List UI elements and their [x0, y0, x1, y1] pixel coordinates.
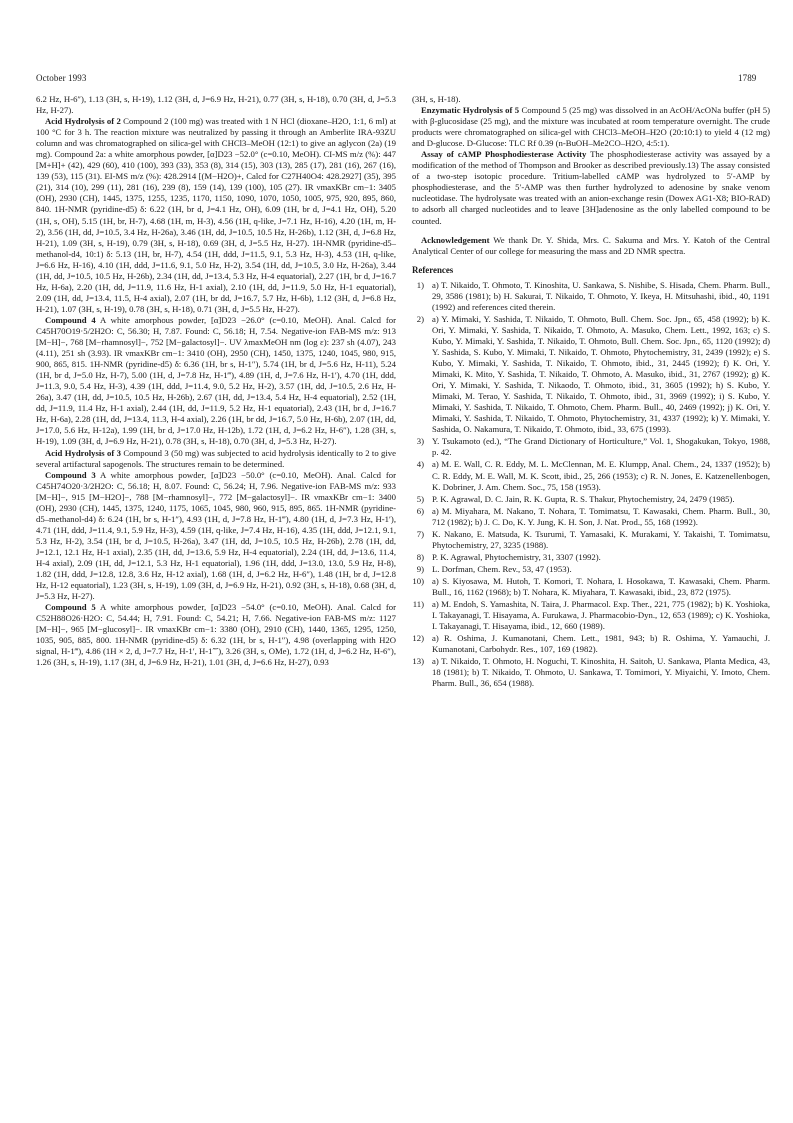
reference-number: 9) — [416, 563, 424, 574]
paragraph-continued-right: (3H, s, H-18). — [412, 94, 461, 104]
reference-number: 8) — [416, 551, 424, 562]
heading-camp-assay: Assay of cAMP Phosphodiesterase Activity — [421, 149, 587, 160]
reference-item — [412, 564, 770, 575]
heading-acknowledgement: Acknowledgement — [421, 234, 490, 245]
reference-text: a) M. Endoh, S. Yamashita, N. Taira, J. Pharmacol. Exp. Ther., 221, 775 (1982); b) K. Yoshioka, I. Takayanagi, T. Hisayama, A. Furukawa, J. Pharmacobio-Dyn., 12, 653 (1989); c) K. Yoshioka, I. Takayanagi, T. Hisayama, ibid., 12, 660 (1989). — [432, 599, 770, 632]
left-column — [36, 94, 396, 668]
reference-number: 4) — [416, 459, 424, 470]
reference-item — [412, 459, 770, 492]
heading-compound-4: Compound 4 — [45, 314, 96, 325]
paragraph-compound-4 — [36, 315, 396, 448]
reference-item — [412, 314, 770, 436]
reference-text: a) T. Nikaido, T. Ohmoto, H. Noguchi, T. Kinoshita, H. Saitoh, U. Sankawa, Planta Medica, 43, 18 (1981); b) T. Nikaido, T. Ohmoto, U. Sankawa, T. Tomimori, Y. Miyaichi, Y. Imoto, Chem. Pharm. Bull., 36, 654 (1988). — [432, 656, 770, 689]
paragraph-acknowledgement — [412, 235, 770, 257]
text-acknowledgement: We thank Dr. Y. Shida, Mrs. C. Sakuma and Mrs. Y. Katoh of the Central Analytical Center of our college for measuring the mass and 2D NMR spectra. — [412, 234, 770, 256]
reference-number: 12) — [412, 633, 424, 644]
heading-enzymatic-hydrolysis: Enzymatic Hydrolysis of 5 — [421, 105, 520, 116]
paragraph-continued: 6.2 Hz, H-6″), 1.13 (3H, s, H-19), 1.12 (3H, d, J=6.9 Hz, H-21), 0.77 (3H, s, H-18), 0.70 (3H, d, J=5.3 Hz, H-27). — [36, 94, 396, 116]
reference-item — [412, 633, 770, 655]
text-compound-5: A white amorphous powder, [α]D23 −54.0° (c=0.10, MeOH). Anal. Calcd for C52H88O26·H2O: C, 54.44; H, 7.91. Found: C, 54.21; H, 7.66. Negative-ion FAB-MS m/z: 1127 [M−H]−, 965 [M−glucosyl]−. IR νmaxKBr cm−1: 3380 (OH), 2910 (CH), 1440, 1365, 1295, 1250, 1035, 905, 885, 800. 1H-NMR (pyridine-d5) δ: 6.32 (1H, br s, H-1″), 4.98 (overlapping with H2O signal, H-1‴), 4.86 (1H × 2, d, J=7.7 Hz, H-1′, H-1⁗), 3.26 (3H, s, OMe), 1.72 (1H, d, J=6.2 Hz, H-6″), 1.26 (3H, s, H-19), 1.17 (3H, d, J=6.9 Hz, H-21), 1.01 (3H, d, J=6.6 Hz, H-27), 0.93 — [36, 602, 396, 668]
reference-item — [412, 506, 770, 528]
reference-text: a) Y. Mimaki, Y. Sashida, T. Nikaido, T. Ohmoto, Bull. Chem. Soc. Jpn., 65, 458 (1992); b) K. Ori, Y. Mimaki, Y. Sashida, T. Nikaido, T. Ohmoto, A. Masuko, Chem. Lett., 1992, 163; c) S. Kubo, Y. Mimaki, Y. Sashida, T. Nikaido, T. Ohmoto, Bull. Chem. Soc. Jpn., 65, 1120 (1992); d) Y. Sashida, S. Kubo, Y. Mimaki, T. Nikaido, T. Ohmoto, Phytochemistry, 31, 2439 (1992); e) S. Kubo, Y. Mimaki, Y. Sashida, T. Nikaido, T. Ohmoto, ibid., 31, 2445 (1992); f) K. Ori, Y. Mimaki, K. Mito, Y. Sashida, T. Nikaido, T. Ohmoto, A. Masuko, ibid., 31, 2767 (1992); g) K. Ori, Y. Mimaki, Y. Sashida, T. Nikaodo, T. Ohmoto, ibid., 31, 3605 (1992); h) S. Kubo, Y. Mimaki, M. Terao, Y. Sashida, T. Nikaido, T. Ohmoto, ibid., 31, 3969 (1992); i) S. Kubo, Y. Mimaki, Y. Sashida, T. Nikaido, T. Ohmoto, Chem. Pharm. Bull., 40, 2469 (1992); j) K. Ori, Y. Mimaki, Y. Sashida, T. Nikaido, T. Ohmoto, Phytochemistry, 31, 4337 (1992); k) Y. Mimaki, Y. Sashida, O. Nakamura, T. Nikaido, T. Ohmoto, ibid., 33, 675 (1993). — [432, 313, 770, 435]
reference-item — [412, 576, 770, 598]
heading-compound-5: Compound 5 — [45, 602, 96, 613]
reference-number: 5) — [416, 493, 424, 504]
right-column — [412, 94, 770, 690]
reference-item — [412, 494, 770, 505]
paragraph-compound-5 — [36, 602, 396, 668]
reference-item — [412, 599, 770, 632]
text-acid-hydrolysis-2: Compound 2 (100 mg) was treated with 1 N HCl (dioxane–H2O, 1:1, 6 ml) at 100 °C for 3 h. The reaction mixture was neutralized by passing it through an Amberlite IRA-93ZU column and was chromatographed on silica-gel with CHCl3–MeOH (12:1) to give an aglycon (2a) (19 mg). Compound 2a: a white amorphous powder, [α]D23 −52.0° (c=0.10, MeOH). CI-MS m/z (%): 447 [M+H]+ (42), 429 (60), 410 (100), 393 (33), 353 (8), 314 (15), 303 (13), 285 (17), 281 (16), 267 (16), 139 (53), 115 (31). EI-MS m/z (%): 428.2914 [(M−H2O)+, Calcd for C27H40O4: 428.2927] (35), 395 (21), 314 (10), 299 (11), 281 (16), 239 (8), 159 (14), 139 (100), 105 (27). IR νmaxKBr cm−1: 3405 (OH), 2930 (CH), 1445, 1375, 1255, 1235, 1170, 1150, 1090, 1070, 1050, 1005, 975, 920, 895, 860, 840. 1H-NMR (pyridine-d5) δ: 6.22 (1H, br d, J=4.1 Hz, OH), 6.09 (1H, br d, J=4.1 Hz, OH), 5.20 (1H, s, OH), 5.15 (1H, br, H-7), 4.68 (1H, m, H-3), 4.56 (1H, q-like, J=7.1 Hz, H-16), 4.20 (1H, m, H-2), 3.56 (1H, dd, J=10.5, 3.4 Hz, H-26a), 3.46 (1H, dd, J=10.5, 10.5 Hz, H-26b), 1.12 (3H, d, J=6.8 Hz, H-21), 1.09 (3H, s, H-19), 0.79 (3H, s, H-18), 0.69 (3H, d, J=5.5 Hz, H-27). 1H-NMR (pyridine-d5–methanol-d4, 10:1) δ: 5.13 (1H, br, H-7), 4.54 (1H, ddd, J=11.5, 9.1, 5.3 Hz, H-3), 4.53 (1H, q-like, J=6.6 Hz, H-16), 4.10 (1H, ddd, J=11.6, 9.1, 5.0 Hz, H-2), 3.54 (1H, dd, J=10.5, 3.0 Hz, H-26a), 3.44 (1H, dd, J=10.5, 10.5 Hz, H-26b), 2.34 (1H, dd, J=13.4, 5.3 Hz, H-4 equatorial), 2.27 (1H, br d, J=16.7 Hz, H-6a), 2.20 (1H, dd, J=11.9, 11.6 Hz, H-1 axial), 2.10 (1H, dd, J=11.9, 5.0 Hz, H-1 equatorial), 2.09 (1H, dd, J=13.4, 11.5, H-4 axial), 2.07 (1H, br dd, J=16.7, 5.7 Hz, H-6b), 1.12 (3H, d, J=6.8 Hz, H-21), 1.07 (3H, s, H-19), 0.78 (3H, s, H-18), 0.71 (3H, d, J=5.5 Hz, H-27). — [36, 116, 396, 314]
paragraph-camp-assay — [412, 149, 770, 226]
heading-compound-3: Compound 3 — [45, 469, 96, 480]
reference-number: 3) — [416, 436, 424, 447]
reference-item — [412, 436, 770, 458]
spacer — [412, 227, 770, 235]
reference-text: a) S. Kiyosawa, M. Hutoh, T. Komori, T. Nohara, I. Hosokawa, T. Kawasaki, Chem. Pharm. Bull., 16, 1162 (1968); b) T. Nohara, K. Miyahara, T. Kawasaki, ibid., 23, 872 (1975). — [432, 575, 770, 597]
reference-item — [412, 552, 770, 563]
reference-number: 1) — [416, 279, 424, 290]
reference-number: 13) — [412, 656, 424, 667]
reference-item — [412, 656, 770, 689]
text-compound-4: A white amorphous powder, [α]D23 −26.0° (c=0.10, MeOH). Anal. Calcd for C45H70O19·5/2H2O: C, 56.30; H, 7.87. Found: C, 56.18; H, 7.54. Negative-ion FAB-MS m/z: 913 [M−H]−, 768 [M−rhamnosyl]−, 752 [M−galactosyl]−. UV λmaxMeOH nm (log ε): 237 sh (4.07), 243 (4.11), 251 sh (3.93). IR νmaxKBr cm−1: 3410 (OH), 2950 (CH), 1450, 1375, 1240, 1045, 980, 915, 900, 865, 815. 1H-NMR (pyridine-d5) δ: 6.36 (1H, br s, H-1″), 5.74 (1H, br d, J=5.6 Hz, H-11), 5.24 (1H, br d, J=5.0 Hz, H-7), 5.00 (1H, d, J=7.8 Hz, H-1‴), 4.89 (1H, d, J=7.6 Hz, H-1′), 4.70 (1H, ddd, J=11.3, 9.0, 5.4 Hz, H-3), 4.39 (1H, ddd, J=11.4, 9.0, 5.2 Hz, H-2), 3.57 (1H, dd, J=10.5, 2.6 Hz, H-26a), 3.47 (1H, dd, J=10.5, 10.5 Hz, H-26b), 2.67 (1H, dd, J=13.4, 5.4 Hz, H-4 equatorial), 2.52 (1H, dd, J=11.9, 11.4 Hz, H-1 axial), 2.44 (1H, dd, J=11.9, 5.2 Hz, H-1 equatorial), 2.43 (1H, br d, J=16.7 Hz, H-6a), 2.28 (1H, dd, J=13.4, 11.3, H-4 axial), 2.26 (1H, br dd, J=16.7, 5.0 Hz, H-6b), 2.07 (1H, dd, J=17.0, 5.6 Hz, H-12a), 1.99 (1H, br d, J=17.0 Hz, H-12b), 1.72 (1H, d, J=6.2 Hz, H-6″), 1.28 (3H, s, H-19), 1.09 (3H, d, J=6.9 Hz, H-21), 0.78 (3H, s, H-18), 0.70 (3H, d, J=5.3 Hz, H-27). — [36, 314, 396, 447]
reference-text: a) M. E. Wall, C. R. Eddy, M. L. McClennan, M. E. Klumpp, Anal. Chem., 24, 1337 (1952); b) C. R. Eddy, M. E. Wall, M. K. Scott, ibid., 25, 266 (1953); c) R. N. Jones, E. Katzenellenbogen, K. Dobriner, J. Am. Chem. Soc., 75, 158 (1953). — [432, 459, 770, 492]
references-heading: References — [412, 264, 454, 275]
spacer — [412, 257, 770, 265]
paragraph-acid-hydrolysis-2 — [36, 116, 396, 315]
paragraph-acid-hydrolysis-3 — [36, 448, 396, 470]
reference-text: a) T. Nikaido, T. Ohmoto, T. Kinoshita, U. Sankawa, S. Nishibe, S. Hisada, Chem. Pharm. Bull., 29, 3586 (1981); b) H. Sakurai, T. Nikaido, T. Ohmoto, Y. Ikeya, H. Mitsuhashi, ibid., 40, 1191 (1992) and references cited therein. — [432, 279, 770, 312]
reference-item — [412, 529, 770, 551]
reference-text: Y. Tsukamoto (ed.), “The Grand Dictionary of Horticulture,” Vol. 1, Shogakukan, Tokyo, 1988, p. 42. — [432, 436, 770, 458]
reference-text: a) R. Oshima, J. Kumanotani, Chem. Lett., 1981, 943; b) R. Oshima, Y. Yamauchi, J. Kumanotani, Carbohydr. Res., 107, 169 (1982). — [432, 633, 770, 655]
reference-number: 10) — [412, 575, 424, 586]
running-header-date: October 1993 — [36, 73, 87, 83]
reference-text: P. K. Agrawal, D. C. Jain, R. K. Gupta, R. S. Thakur, Phytochemistry, 24, 2479 (1985). — [432, 493, 735, 504]
running-header-page-number: 1789 — [738, 73, 757, 83]
text-compound-3: A white amorphous powder, [α]D23 −50.0° (c=0.10, MeOH). Anal. Calcd for C45H74O20·3/2H2O: C, 56.18; H, 8.07. Found: C, 56.24; H, 7.96. Negative-ion FAB-MS m/z: 933 [M−H]−, 915 [M−H2O]−, 788 [M−rhamnosyl]−, 772 [M−galactosyl]−. IR νmaxKBr cm−1: 3400 (OH), 2930 (CH), 1445, 1375, 1240, 1175, 1065, 1045, 980, 960, 915, 895, 865. 1H-NMR (pyridine-d5–methanol-d4) δ: 6.24 (1H, br s, H-1″), 4.93 (1H, d, J=7.8 Hz, H-1‴), 4.80 (1H, d, J=7.3 Hz, H-1′), 4.71 (1H, ddd, J=11.4, 9.1, 5.9 Hz, H-3), 4.59 (1H, q-like, J=7.4 Hz, H-16), 4.35 (1H, ddd, J=12.1, 9.1, 5.3 Hz, H-2), 3.54 (1H, br d, J=10.5, H-26a), 3.47 (1H, dd, J=10.5, 10.5 Hz, H-26b), 2.78 (1H, dd, J=12.1, 12.1 Hz, H-1 axial), 2.35 (1H, dd, J=13.6, 5.9 Hz, H-4 equatorial), 2.24 (1H, dd, J=13.6, 11.4, H-4 axial), 2.09 (1H, dd, J=12.1, 5.3 Hz, H-1 equatorial), 1.96 (1H, ddd, J=13.0, 13.0, 5.9 Hz, H-8), 1.82 (1H, ddd, J=12.8, 12.8, 3.6 Hz, H-12 axial), 1.68 (1H, d, J=6.2 Hz, H-6″), 1.48 (1H, br d, J=12.8 Hz, H-12 equatorial), 1.23 (3H, s, H-19), 1.09 (3H, d, J=6.9 Hz, H-21), 0.92 (3H, s, H-18), 0.68 (3H, d, J=5.3 Hz, H-27). — [36, 469, 396, 602]
paragraph-enzymatic-hydrolysis — [412, 105, 770, 149]
reference-number: 2) — [416, 313, 424, 324]
text-camp-assay: The phosphodiesterase activity was assayed by a modification of the method of Thompson and Brooker as described previously.13) The assay consisted of a two-step isotopic procedure. Tritium-labelled cAMP was hydrolyzed to 5′-AMP by phosphodiesterase, and the 5′-AMP was then further hydrolyzed to adenosine by snake venom nucleotidase. The hydrolysate was treated with an anion-exchange resin (Dowex AG1-X8; BIO-RAD) to adsorb all charged nucleotides and to leave [3H]adenosine as the only labelled compound to be counted. — [412, 149, 770, 226]
reference-text: a) M. Miyahara, M. Nakano, T. Nohara, T. Tomimatsu, T. Kawasaki, Chem. Pharm. Bull., 30, 712 (1982); b) J. C. Do, K. Y. Jung, K. H. Son, J. Nat. Prod., 55, 168 (1992). — [432, 505, 770, 527]
heading-acid-hydrolysis-3: Acid Hydrolysis of 3 — [45, 447, 121, 458]
reference-number: 6) — [416, 505, 424, 516]
reference-number: 11) — [412, 599, 424, 610]
paragraph-compound-3 — [36, 470, 396, 603]
reference-text: L. Dorfman, Chem. Rev., 53, 47 (1953). — [432, 563, 572, 574]
reference-item — [412, 280, 770, 313]
reference-number: 7) — [416, 528, 424, 539]
text-acid-hydrolysis-3: Compound 3 (50 mg) was subjected to acid hydrolysis identically to 2 to give several artifactural sapogenols. The structures remain to be determined. — [36, 447, 396, 469]
reference-text: K. Nakano, E. Matsuda, K. Tsurumi, T. Yamasaki, K. Murakami, Y. Takaishi, T. Tomimatsu, Phytochemistry, 27, 3235 (1988). — [432, 528, 770, 550]
references-list — [412, 280, 770, 690]
heading-acid-hydrolysis-2: Acid Hydrolysis of 2 — [45, 116, 121, 127]
text-enzymatic-hydrolysis: Compound 5 (25 mg) was dissolved in an AcOH/AcONa buffer (pH 5) with β-glucosidase (25 mg), and the mixture was incubated at room temperature overnight. The crude products were chromatographed on silica-gel with CHCl3–MeOH–H2O (20:10:1) to yield 4 (12 mg) and D-glucose. D-Glucose: TLC Rf 0.39 (n-BuOH–Me2CO–H2O, 4:5:1). — [412, 105, 770, 149]
reference-text: P. K. Agrawal, Phytochemistry, 31, 3307 (1992). — [432, 551, 601, 562]
